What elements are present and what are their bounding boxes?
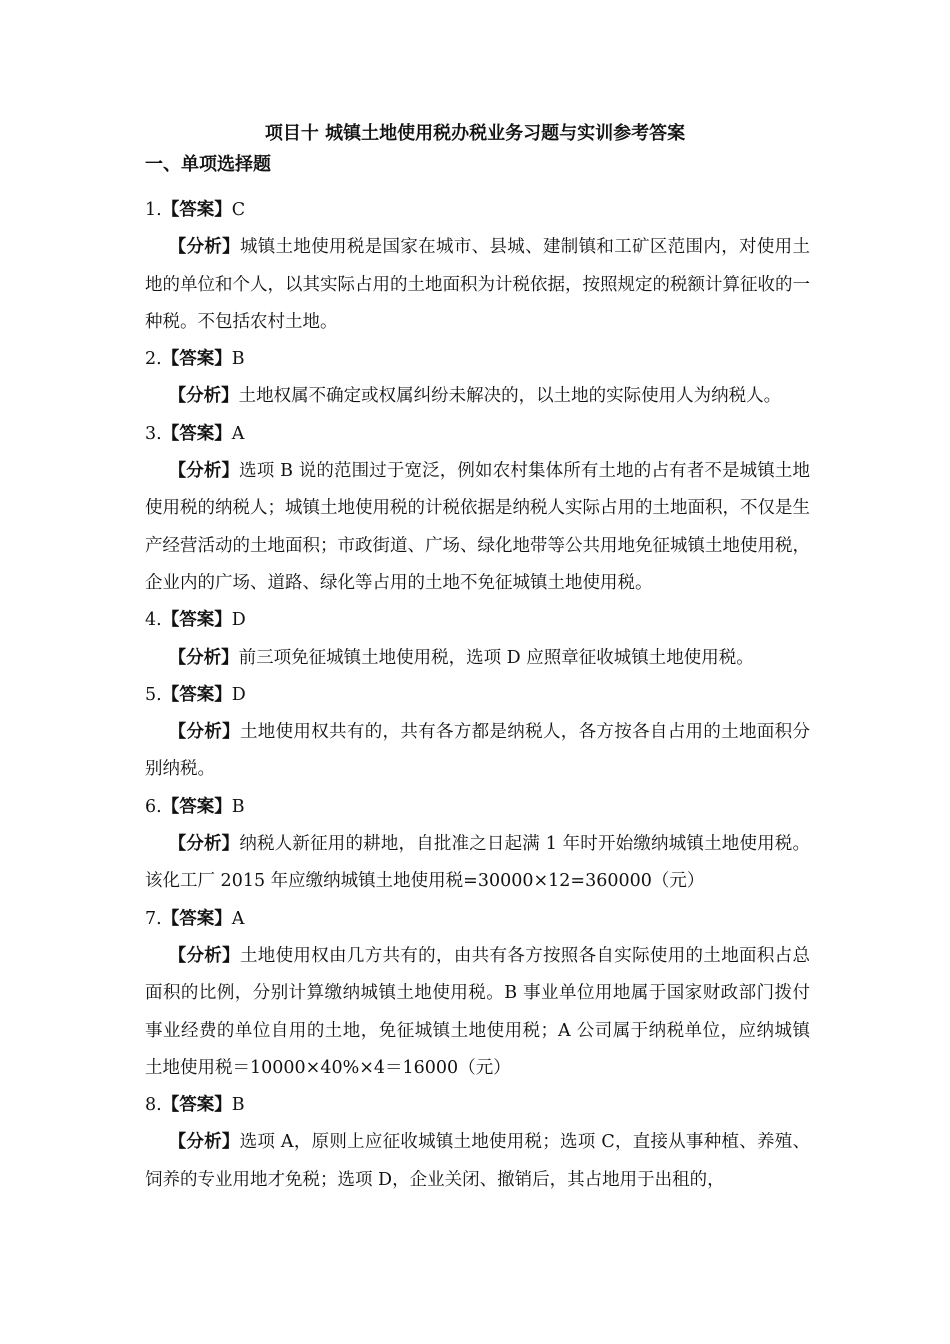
question-number: 3. xyxy=(145,423,162,444)
analysis-paragraph xyxy=(145,453,810,602)
answer-value: D xyxy=(231,610,246,631)
analysis-label: 【分析】 xyxy=(168,1132,240,1153)
analysis-label: 【分析】 xyxy=(168,386,239,407)
question-number: 6. xyxy=(145,796,162,817)
analysis-text: 选项 A，原则上应征收城镇土地使用税；选项 C，直接从事种植、养殖、饲养的专业用地才免税；选项 D，企业关闭、撤销后，其占地用于出租的， xyxy=(145,1132,810,1190)
analysis-label: 【分析】 xyxy=(168,647,239,668)
answer-line xyxy=(145,416,810,453)
question-number: 8. xyxy=(145,1095,162,1116)
analysis-text: 选项 B 说的范围过于宽泛，例如农村集体所有土地的占有者不是城镇土地使用税的纳税人；城镇土地使用税的计税依据是纳税人实际占用的土地面积，不仅是生产经营活动的土地面积；市政街道、广场、绿化地带等公共用地免征城镇土地使用税，企业内的广场、道路、绿化等占用的土地不免征城镇土地使用税。 xyxy=(145,461,811,593)
answer-label: 【答案】 xyxy=(161,796,232,817)
analysis-paragraph xyxy=(145,714,810,789)
answer-value: A xyxy=(231,423,245,444)
answer-label: 【答案】 xyxy=(161,610,232,631)
question-number: 2. xyxy=(145,349,162,370)
analysis-paragraph xyxy=(145,640,810,677)
question-number: 4. xyxy=(145,610,162,631)
analysis-text: 土地使用权共有的，共有各方都是纳税人，各方按各自占用的土地面积分别纳税。 xyxy=(145,722,811,780)
analysis-text: 前三项免征城镇土地使用税，选项 D 应照章征收城镇土地使用税。 xyxy=(238,647,754,668)
analysis-label: 【分析】 xyxy=(168,834,240,855)
answer-value: B xyxy=(231,796,245,817)
answer-label: 【答案】 xyxy=(161,684,232,705)
analysis-paragraph xyxy=(145,378,810,415)
answer-line xyxy=(145,677,810,714)
answer-line xyxy=(145,192,810,229)
answer-value: C xyxy=(231,200,246,220)
answer-label: 【答案】 xyxy=(161,200,232,220)
answer-value: A xyxy=(231,908,245,929)
answer-label: 【答案】 xyxy=(161,349,232,370)
analysis-paragraph xyxy=(145,1124,810,1199)
answer-line xyxy=(145,901,810,938)
answer-label: 【答案】 xyxy=(161,1095,232,1116)
answer-label: 【答案】 xyxy=(161,423,232,444)
answer-line xyxy=(145,1087,810,1124)
question-number: 7. xyxy=(145,908,162,929)
section-heading: 一、单项选择题 xyxy=(145,154,271,175)
answer-line xyxy=(145,602,810,639)
answer-value: D xyxy=(231,684,246,705)
analysis-label: 【分析】 xyxy=(168,237,240,258)
question-number: 1. xyxy=(145,200,162,220)
answer-line xyxy=(145,789,810,826)
analysis-label: 【分析】 xyxy=(168,722,240,743)
analysis-paragraph xyxy=(145,229,810,341)
analysis-paragraph xyxy=(145,826,810,901)
answer-list xyxy=(145,192,810,1199)
answer-value: B xyxy=(231,349,245,370)
analysis-paragraph xyxy=(145,938,810,1087)
document-title: 项目十 城镇土地使用税办税业务习题与实训参考答案 xyxy=(264,123,686,144)
analysis-label: 【分析】 xyxy=(168,945,240,966)
analysis-text: 城镇土地使用税是国家在城市、县城、建制镇和工矿区范围内，对使用土地的单位和个人，以其实际占用的土地面积为计税依据，按照规定的税额计算征收的一种税。不包括农村土地。 xyxy=(145,237,811,332)
answer-label: 【答案】 xyxy=(161,908,232,929)
analysis-text: 土地权属不确定或权属纠纷未解决的，以土地的实际使用人为纳税人。 xyxy=(238,386,782,407)
answer-line xyxy=(145,341,810,378)
analysis-text: 纳税人新征用的耕地，自批准之日起满 1 年时开始缴纳城镇土地使用税。该化工厂 2015 年应缴纳城镇土地使用税=30000×12=360000（元） xyxy=(145,834,810,892)
question-number: 5. xyxy=(145,684,162,705)
analysis-text: 土地使用权由几方共有的，由共有各方按照各自实际使用的土地面积占总面积的比例，分别计算缴纳城镇土地使用税。B 事业单位用地属于国家财政部门拨付事业经费的单位自用的土地，免征城镇土地使用税；A 公司属于纳税单位，应纳城镇土地使用税＝10000×40%×4＝16000（元） xyxy=(145,945,811,1078)
analysis-label: 【分析】 xyxy=(168,461,240,482)
answer-value: B xyxy=(231,1095,245,1116)
